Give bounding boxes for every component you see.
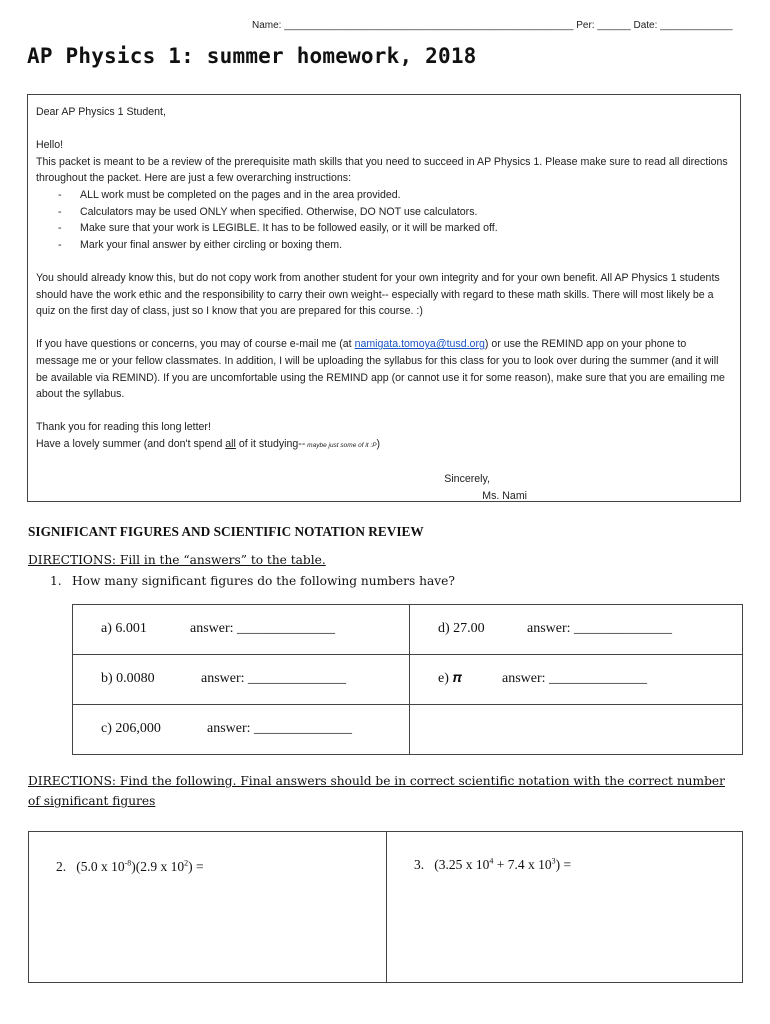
sig-fig-table (72, 604, 743, 755)
letter-contact-paragraph (36, 336, 732, 402)
lovely-aside: maybe just some of it :P (305, 441, 377, 449)
answer-blank[interactable]: answer: ______________ (502, 671, 648, 686)
exponent: 4 (489, 856, 494, 866)
answer-blank[interactable]: answer: ______________ (201, 671, 347, 686)
section-heading: SIGNIFICANT FIGURES AND SCIENTIFIC NOTATION REVIEW (28, 524, 424, 539)
sig-fig-cell-d (410, 605, 742, 654)
sig-fig-cell-empty (410, 705, 742, 754)
item-label: a) 6.001 (101, 621, 147, 636)
problem-expression-part: (5.0 x 10 (76, 859, 125, 874)
instruction-item: - Make sure that your work is LEGIBLE. It has to be followed easily, or it will be marked off. (58, 220, 732, 237)
answer-blank[interactable]: answer: ______________ (207, 721, 353, 736)
problem-number: 2. (56, 859, 67, 874)
problem-expression-part: + 7.4 x 10 (493, 857, 552, 872)
problem-expression-part: ) = (555, 857, 572, 872)
letter-closing: Sincerely, (444, 473, 490, 486)
problem-2[interactable] (29, 832, 386, 875)
instruction-list (36, 187, 732, 253)
question-1-number: 1. (50, 574, 62, 588)
letter-signature: Ms. Nami (482, 489, 527, 502)
name-period-date-line[interactable]: Name: ____________________________________________________ Per: ______ Date: _____________ (252, 20, 733, 31)
exponent: 3 (551, 856, 556, 866)
sig-fig-cell-a (73, 605, 409, 654)
sig-fig-cell-e (410, 655, 742, 704)
problem-expression-part: )(2.9 x 10 (131, 859, 185, 874)
letter-integrity-paragraph: You should already know this, but do not copy work from another student for your own integrity and for your own benefit. All AP Physics 1 students should have the work ethic and the responsibility to carry their own weight-- especially with regard to these math skills. There will most likely be a quiz on the first day of class, just so I know that you are prepared for this course. :) (36, 271, 720, 318)
sig-fig-cell-c (73, 705, 409, 754)
letter-lovely-summer (36, 436, 732, 455)
page-title: AP Physics 1: summer homework, 2018 (27, 44, 477, 68)
instruction-item: - Calculators may be used ONLY when specified. Otherwise, DO NOT use calculators. (58, 204, 732, 221)
lovely-end: of it studying-- (235, 437, 306, 450)
exponent: 2 (184, 858, 189, 868)
problem-number: 3. (414, 857, 425, 872)
letter-hello: Hello! (36, 139, 64, 152)
contact-text-start: If you have questions or concerns, you may of course e-mail me (at (36, 338, 355, 351)
lovely-all: all (225, 437, 236, 450)
directions-table: DIRECTIONS: Fill in the “answers” to the table. (28, 553, 326, 567)
letter-intro: This packet is meant to be a review of the prerequisite math skills that you need to succeed in AP Physics 1. Please make sure to read all directions throughout the packet. Here are just a few overarching instructions: (36, 155, 728, 185)
directions-scientific-notation: DIRECTIONS: Find the following. Final answers should be in correct scientific notation with the correct number of significant figures (28, 774, 725, 808)
question-1 (50, 574, 455, 588)
instruction-item: - ALL work must be completed on the pages and in the area provided. (58, 187, 732, 204)
email-link[interactable]: namigata.tomoya@tusd.org (354, 338, 485, 351)
item-label: b) 0.0080 (101, 671, 155, 686)
contact-text-end: ) or use the REMIND app on your phone to message me or your fellow classmates. In addition, I will be uploading the syllabus for this class for you to look over during the summer (and it will be available via REMIND). If you are uncomfortable using the REMIND app (or cannot use it for some reason), make sure that you are emailing me about the syllabus. (36, 338, 725, 401)
item-label: c) 206,000 (101, 721, 161, 736)
lovely-close: ) (376, 437, 381, 450)
problem-expression-part: (3.25 x 10 (434, 857, 490, 872)
exponent: -8 (124, 858, 132, 868)
problem-3[interactable] (387, 832, 742, 873)
instruction-item: - Mark your final answer by either circling or boxing them. (58, 237, 732, 254)
calculation-table (28, 831, 743, 983)
letter-greeting: Dear AP Physics 1 Student, (36, 106, 166, 118)
item-label: e) 𝝅 (438, 671, 462, 686)
item-label: d) 27.00 (438, 621, 485, 636)
answer-blank[interactable]: answer: ______________ (527, 621, 673, 636)
sig-fig-cell-b (73, 655, 409, 704)
letter-thanks: Thank you for reading this long letter! (36, 421, 211, 434)
answer-blank[interactable]: answer: ______________ (190, 621, 336, 636)
welcome-letter (27, 94, 741, 502)
question-1-text: How many significant figures do the following numbers have? (72, 574, 455, 588)
lovely-start: Have a lovely summer (and don't spend (36, 437, 226, 450)
problem-expression-part: ) = (188, 859, 204, 874)
